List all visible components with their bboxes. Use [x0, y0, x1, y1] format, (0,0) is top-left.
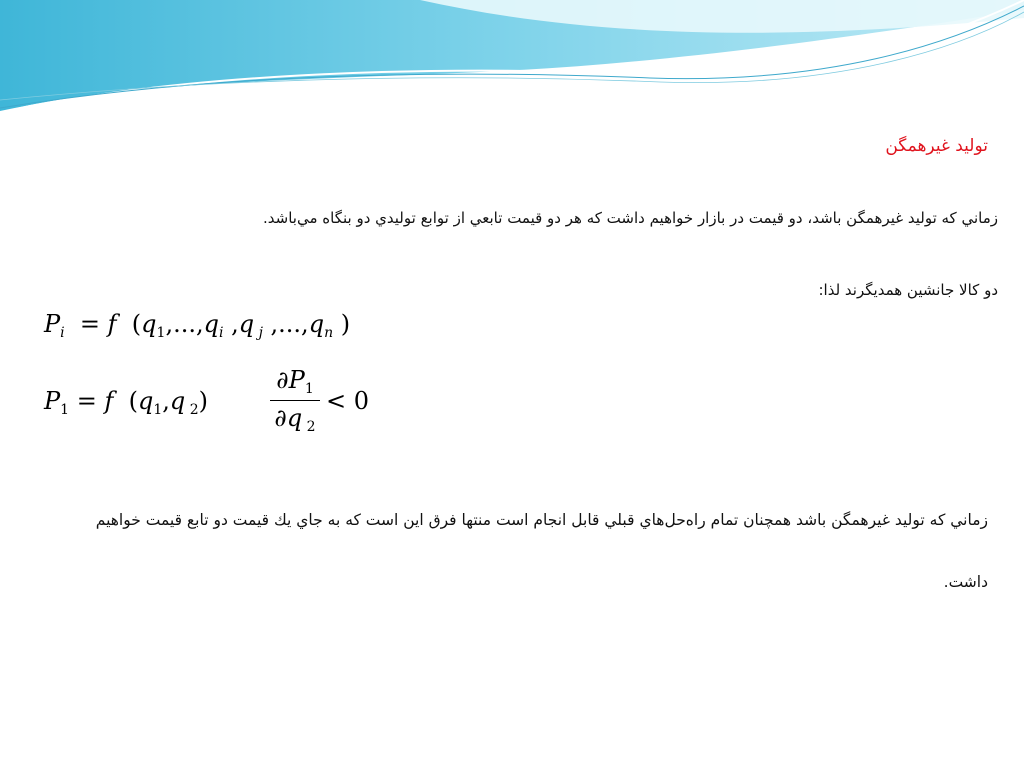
- two-good-price-function-equation: $P_1 = f$ ($q_1,q$ $_2$): [44, 387, 209, 418]
- general-price-function-equation: $P_i = f$ ($q_1,...,q_i$ ,q $_j$ $,...,q_n$ ): [44, 310, 351, 341]
- conclusion-paragraph: زماني كه توليد غيرهمگن باشد همچنان تمام راه‌حل‌هاي قبلي قابل انجام است منتها فرق اين است كه به جاي يك قيمت دو تابع قيمت خواهيم داشت.: [95, 511, 988, 591]
- statement-line: زماني كه توليد غيرهمگن باشد، دو قيمت در بازار خواهيم داشت كه هر دو قيمت تابعي از توابع توليدي دو بنگاه مي‌باشد.: [263, 209, 998, 227]
- header-wave-decoration: [0, 0, 1024, 120]
- partial-derivative-fraction: $\frac{\partial P_1}{\partial q _2}$: [270, 366, 320, 435]
- substitute-goods-line: دو كالا جانشين همديگرند لذا:: [818, 281, 998, 299]
- slide-title: توليد غيرهمگن: [885, 136, 988, 156]
- less-than-zero: < 0: [326, 387, 370, 415]
